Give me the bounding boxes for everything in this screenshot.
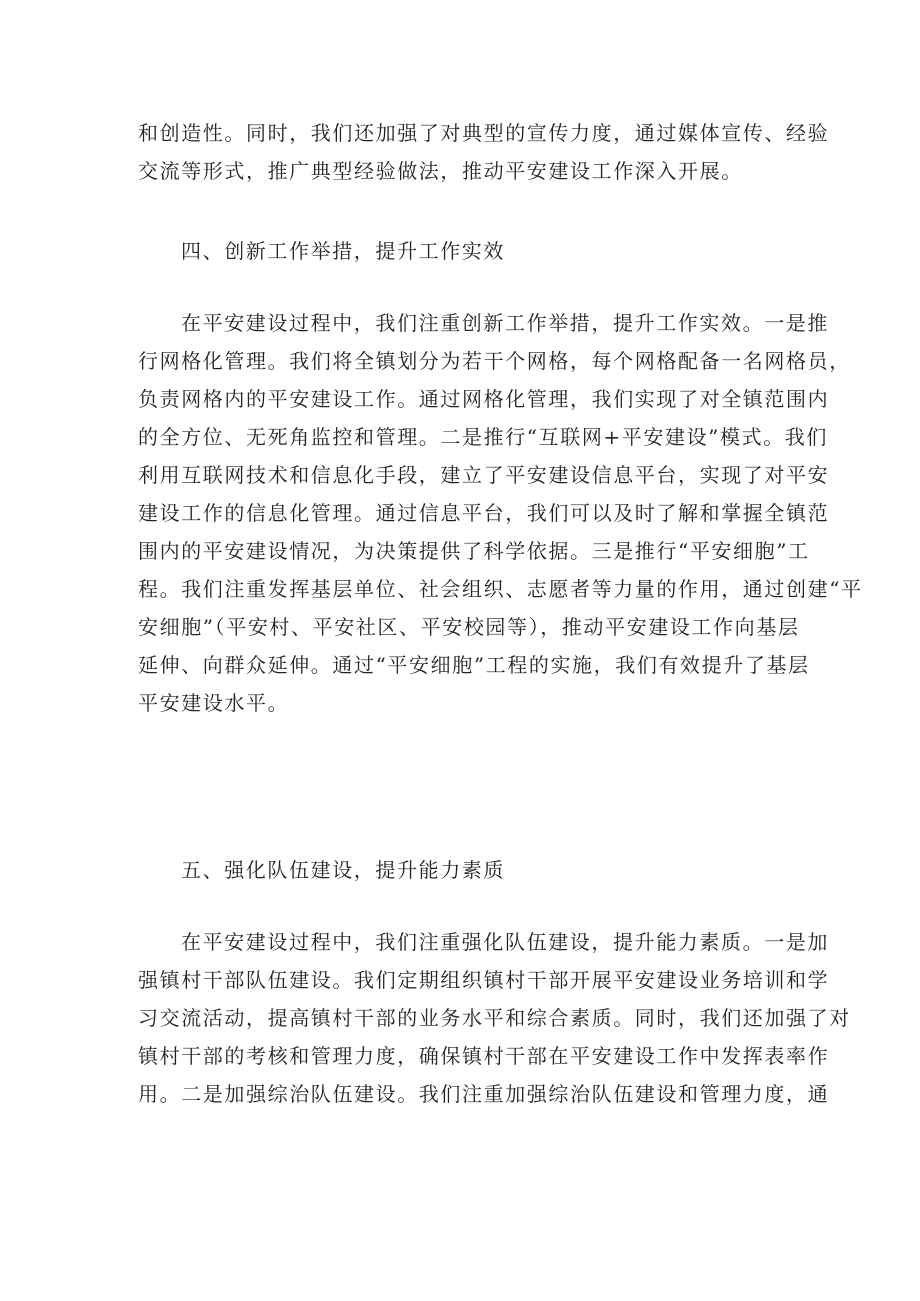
paragraph-continued [138, 114, 830, 190]
paragraph-section-5 [138, 923, 851, 1113]
text-line: 强镇村干部队伍建设。我们定期组织镇村干部开展平安建设业务培训和学 [138, 968, 830, 992]
section-heading-5: 五、强化队伍建设，提升能力素质 [181, 858, 505, 882]
text-line: 平安建设水平。 [138, 691, 290, 715]
text-line: 镇村干部的考核和管理力度，确保镇村干部在平安建设工作中发挥表率作 [138, 1044, 830, 1068]
text-line: 习交流活动，提高镇村干部的业务水平和综合素质。同时，我们还加强了对 [138, 1006, 851, 1030]
text-line: 延伸、向群众延伸。通过“平安细胞”工程的实施，我们有效提升了基层 [138, 653, 810, 677]
text-line: 安细胞”（平安村、平安社区、平安校园等），推动平安建设工作向基层 [138, 615, 800, 639]
text-line: 的全方位、无死角监控和管理。二是推行“互联网+平安建设”模式。我们 [138, 425, 829, 449]
text-line: 利用互联网技术和信息化手段，建立了平安建设信息平台，实现了对平安 [138, 463, 830, 487]
text-line: 程。我们注重发挥基层单位、社会组织、志愿者等力量的作用，通过创建“平 [138, 577, 863, 601]
text-line: 和创造性。同时，我们还加强了对典型的宣传力度，通过媒体宣传、经验 [138, 121, 830, 145]
text-line: 建设工作的信息化管理。通过信息平台，我们可以及时了解和掌握全镇范 [138, 501, 830, 525]
text-line: 在平安建设过程中，我们注重强化队伍建设，提升能力素质。一是加 [181, 930, 829, 954]
text-line: 在平安建设过程中，我们注重创新工作举措，提升工作实效。一是推 [181, 311, 829, 335]
paragraph-section-4 [138, 304, 863, 722]
section-heading-4: 四、创新工作举措，提升工作实效 [181, 239, 505, 263]
text-line: 交流等形式，推广典型经验做法，推动平安建设工作深入开展。 [138, 159, 743, 183]
text-line: 围内的平安建设情况，为决策提供了科学依据。三是推行“平安细胞”工 [138, 539, 810, 563]
text-line: 负责网格内的平安建设工作。通过网格化管理，我们实现了对全镇范围内 [138, 387, 830, 411]
text-line: 行网格化管理。我们将全镇划分为若干个网格，每个网格配备一名网格员， [138, 349, 851, 373]
text-line: 用。二是加强综治队伍建设。我们注重加强综治队伍建设和管理力度，通 [138, 1082, 830, 1106]
